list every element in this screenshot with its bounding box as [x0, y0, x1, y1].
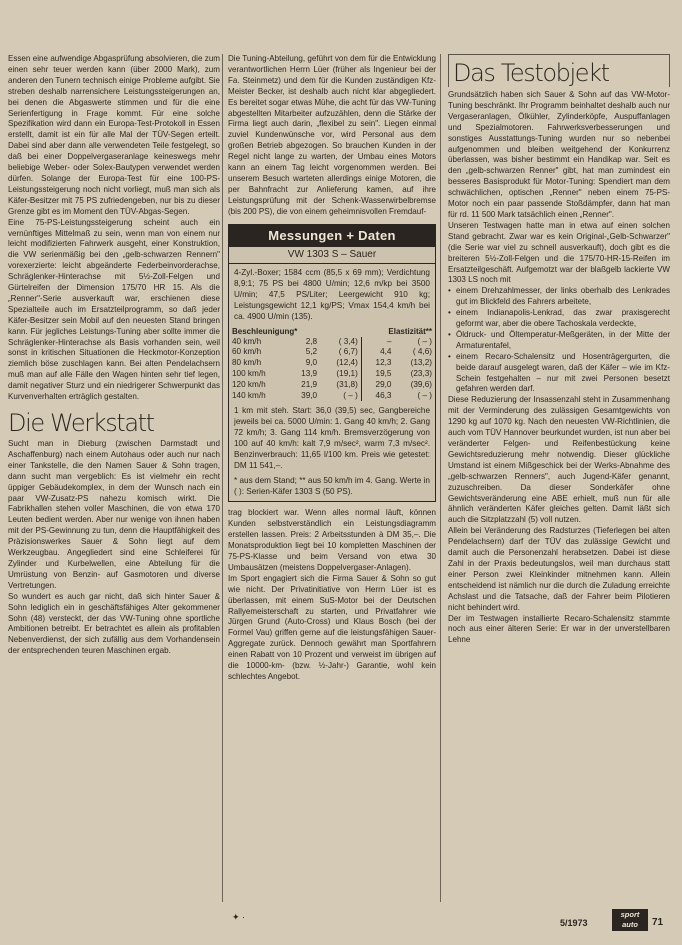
column-left: [8, 54, 220, 900]
row-elast: 19,5: [361, 369, 394, 380]
specs-footnote: * aus dem Stand; ** aus 50 km/h im 4. Gang. Werte in ( ): Serien-Käfer 1303 S (50 PS).: [234, 476, 430, 497]
bullet-icon: •: [448, 286, 451, 296]
section-heading-testobjekt: Das Testobjekt: [453, 59, 609, 87]
specs-engine-data: 4-Zyl.-Boxer; 1584 ccm (85,5 x 69 mm); Verdichtung 8,9:1; 75 PS bei 4800 U/min; 12,6 m/kp bei 3500 U/min; 47,5 PS/Liter; Leergewicht 910 kg; Leistungsgewicht 12,1 kg/PS; Vmax 154,4 km/h bei ca. 4900 U/min (135).: [234, 267, 430, 321]
column-right: [448, 54, 670, 900]
equipment-list: [448, 286, 670, 395]
row-elast: –: [361, 337, 394, 348]
elasticity-header: Elastizität**: [388, 326, 432, 336]
sport-auto-logo: sport auto: [612, 909, 648, 931]
section-heading-werkstatt: Die Werkstatt: [8, 409, 154, 437]
row-elast-serie: ( 4,6): [412, 347, 432, 357]
body-paragraph: Im Sport engagiert sich die Firma Sauer & Sohn so gut wie nicht. Der Privatinitiative von Herrn Lüer ist es überlassen, mit einem SuS-Motor bei der Deutschen Rallyemeisterschaft zu starten, und Privatfahrer wie Jürgen Grund (Auto-Cross) und Klaus Bosch (bei der Formel Vau) griffen gerne auf die leistungsfähigen Sauer-Aggregate zurück. Dennoch gewährt man Sportfahrern einen Rabatt von 10 Prozent und verweist im übrigen auf die 10000-km- (bzw. ½-Jahr-) Garantie, wohl kein schlechtes Angebot.: [228, 573, 436, 681]
table-row: [229, 380, 435, 391]
body-paragraph: Essen eine aufwendige Abgasprüfung absolvieren, die zum einen sehr teuer werden kann (über 2000 Mark), zum anderen den Tunern technisch einige Probleme aufgibt. Sie streben deshalb narrensichere Leistungssteigerungen an, bei denen die Abgaswerte stimmen und für die eine Serienfertigung in Frage kommt. Für eine solche Spezifikation wird dann ein Europa-Test-Protokoll in Essen erstellt, damit ist ein für alle Mal der TÜV-Segen erteilt. Dabei sind aber dann alle verwendeten Teile festgelegt, so daß bei einer Doppelvergaseranlage keineswegs mehr beliebige Weber- oder Solex-Bautypen verwendet werden dürfen. Solange der Europa-Test für eine 100-PS-Leistungssteigerung noch nicht vorliegt, muß man sich als Käfer-Besitzer mit 75 PS zufriedengeben, nur bis zu dieser Grenze gibt es im Moment den TÜV-Abgas-Segen.: [8, 54, 220, 216]
table-row: [229, 391, 435, 402]
body-paragraph: Die Tuning-Abteilung, geführt von dem für die Entwicklung verantwortlichen Herrn Lüer (früher als Ingenieur bei der Fa. Steinmetz) und dem für die Kunden zuständigen Kfz-Meister Becker, ist deshalb auch nicht klar abgegliedert. Es bereitet sogar etwas Mühe, die acht für das VW-Tuning abgestellten Mitarbeiter aufzuzählen, denn die Stärke der Firma liegt auch darin, „flexibel zu sein". Liegen einmal zuviel Kundenwünsche vor, wird Personal aus dem großen Betrieb abgezogen. So brauchen Kunden in der Regel nicht lange zu warten, der Umbau eines Motors kann an einem Tag leicht vorgenommen werden. Bei unserem Besuch warteten allerdings einige Motoren, die per Bahnfracht zur Anlieferung kamen, auf ihre Leistungsprüfung mit der Schenk-Wasserwirbelbremse (bis 200 PS), die von einem geheimnisvollen Fremdauf-: [228, 54, 436, 216]
column-middle: [228, 54, 436, 900]
row-accel: 5,2: [305, 347, 318, 357]
heading-frame: [448, 54, 670, 87]
row-accel-serie: (31,8): [336, 379, 358, 389]
row-elast: 4,4: [361, 347, 394, 358]
page-number: 71: [652, 917, 664, 928]
row-accel-serie: ( – ): [343, 390, 358, 400]
body-paragraph: Unseren Testwagen hatte man in etwa auf einen solchen Stand gebracht. Zwar war es kein Original-„Gelb-Schwarzer" (die Serie war viel zu schnell ausverkauft), doch gibt es die breiteren 5½-Zoll-Felgen und die 175/70-HR-15-Reifen im Ersatzteilgeschäft. Aufgemotzt war der blaßgelb lackierte VW 1303 LS noch mit: [448, 220, 670, 285]
row-speed: 100 km/h: [232, 368, 266, 378]
body-paragraph: Der im Testwagen installierte Recaro-Schalensitz stammte noch aus einer älteren Serie: Er war in der unverstellbaren Lehne: [448, 613, 670, 645]
list-item: • einem Drehzahlmesser, der links oberhalb des Lenkrades gut im Blickfeld des Fahrers arbeitete,: [448, 286, 670, 307]
row-elast-serie: ( – ): [417, 336, 432, 346]
row-elast-serie: (13,2): [410, 358, 432, 368]
column-divider: [222, 54, 223, 902]
row-speed: 80 km/h: [232, 358, 262, 368]
row-accel: 2,8: [305, 336, 318, 346]
row-elast: 29,0: [361, 380, 394, 391]
row-elast: 12,3: [361, 358, 394, 369]
table-row: [229, 347, 435, 358]
row-accel-serie: ( 3,4): [338, 336, 358, 346]
issue-number: 5/1973: [560, 918, 588, 928]
list-item: • einem Indianapolis-Lenkrad, das zwar praxisgerecht geformt war, aber die obere Tachoskala verdeckte,: [448, 308, 670, 329]
corner-mark: ✦ ·: [232, 912, 246, 922]
specs-box-title: Messungen + Daten: [229, 225, 435, 247]
body-paragraph: Diese Reduzierung der Insassenzahl steht in Zusammenhang mit der Verminderung des zulässigen Gesamtgewichts von 1290 kg auf 1070 kg. Nach den neuesten VW-Richtlinien, die auch vom TÜV Hannover beurkundet wurden, ist nun aber bei veränderter Felgen- und Reifenbestückung keine Gewichtsreduzierung mehr notwendig. Dieser glückliche Umstand ist einem Mißgeschick bei der Werks-Abnahme des „gelb-schwarzen Renners", auch Jugend-Käfer genannt, zuzuschreiben. Da dieser Sonderkäfer ohne Gewichtsveränderung eine ABE erhielt, muß nun für alle ähnlich veränderten Käfer gleiches gelten. Damit läßt sich auch die Sitzplatzzahl (5) voll nutzen.: [448, 395, 670, 525]
table-row: [229, 369, 435, 380]
row-accel: 13,9: [301, 368, 318, 378]
row-accel: 39,0: [301, 390, 318, 400]
specs-details: 1 km mit steh. Start: 36,0 (39,5) sec, Gangbereiche jeweils bei ca. 5000 U/min: 1. Gang 40 km/h; 2. Gang 72 km/h; 3. Gang 114 km/h. Bremsverzögerung von 100 auf 40 km/h: kalt 7,9 m/sec², warm 7,3 m/sec². Benzinverbrauch: 11,65 l/100 km. Preis wie getestet: DM 11 541,–.: [234, 406, 430, 471]
bullet-icon: •: [448, 351, 451, 361]
row-elast: 46,3: [361, 391, 394, 402]
row-accel-serie: (12,4): [336, 358, 358, 368]
row-elast-serie: ( – ): [417, 390, 432, 400]
row-speed: 60 km/h: [232, 347, 262, 357]
row-elast-serie: (39,6): [410, 379, 432, 389]
list-item: • einem Recaro-Schalensitz und Hosenträgergurten, die beide darauf ausgelegt waren, daß der Käfer – wie im Kfz-Schein festgehalten – nur mit zwei Personen besetzt gefahren werden darf.: [448, 351, 670, 394]
body-paragraph: Allein bei Veränderung des Radsturzes (Tieferlegen bei alten Pendelachsern) darf der TÜV das zulässige Gewicht und damit auch die Personenzahl herabsetzen. Dabei ist diese Zahl in der Praxis bedeutungslos, weil man durchaus statt einer Person zwei Kleinkinder mitnehmen kann. Allein entscheidend ist nämlich nur die durch die Zuladung erreichte Achslast und die Tatsache, daß der Fahrer beim Pilotieren nicht behindert wird.: [448, 526, 670, 612]
acceleration-header: Beschleunigung*: [232, 326, 298, 336]
body-paragraph: Sucht man in Dieburg (zwischen Darmstadt und Aschaffenburg) nach einem Autohaus oder auch nur nach einer Tankstelle, die den Namen Sauer & Sohn tragen, dann sucht man vergeblich: Es ist vielmehr ein recht üppiger Gebäudekomplex, in dem der Wunsch nach ein paar VW-Zusatz-PS nahezu komisch wirkt. Die Fabrikhallen stehen voller Maschinen, die von etwa 170 Leuten bedient werden. Aber nur wenige von ihnen haben mit der PS-Gewinnung zu tun, denn die Hauptfähigkeit des Präzisionswerkes Sauer & Sohn liegt auf dem Werkzeugbau. Angegliedert sind eine Schleiferei für Zylinder und Kurbelwellen, eine Abteilung für die Umrüstung von Benzin- auf Gasmotoren und diverse Vertretungen.: [8, 439, 220, 590]
column-divider: [440, 54, 441, 902]
row-speed: 40 km/h: [232, 336, 262, 346]
table-row: [229, 337, 435, 348]
body-paragraph: So wundert es auch gar nicht, daß sich hinter Sauer & Sohn lediglich ein in geschäftsfähiges Alter gekommener Sohn (48) versteckt, der das VW-Tuning ohne sportliche Ambitionen betreibt. Er betrachtet es allein als profitablen Nebenverdienst, der sich zufällig aus dem Vorhandensein der entsprechenden teuren Maschinen ergab.: [8, 591, 220, 656]
body-paragraph: trag blockiert war. Wenn alles normal läuft, können Kunden selbstverständlich ein Leistungsdiagramm erstellen lassen. Preis: 2 Arbeitsstunden à DM 35,–. Die Monatsproduktion liegt bei 10 kompletten Maschinen der 75-PS-Klasse und beim Versand von etwa 30 Umbausätzen (meistens Doppelvergaser-Anlagen).: [228, 508, 436, 572]
performance-table: [229, 326, 435, 402]
bullet-icon: •: [448, 308, 451, 318]
specs-box: [228, 224, 436, 503]
body-paragraph: Eine 75-PS-Leistungssteigerung scheint auch ein vernünftiges Mittelmaß zu sein, wenn man von einem nur leicht modifizierten Fahrwerk ausgeht, einer Konstruktion, die VW serienmäßig bei den „gelb-schwarzen Rennern" vorexerzierte: leicht abgeänderte Federbeinvorderachse, Schräglenker-Hinterachse mit 5½-Zoll-Felgen und Gürtelreifen der Dimension 175/70 HR 15. Als die „Renner"-Serie ausverkauft war, erschienen diese Spezialteile auch im Ersatzteilprogramm, so daß jeder Käfer-Besitzer sein Mobil auf den neuesten Stand bringen kann. Für jegliches Leistungs-Tuning aber sollte immer die Schräglenker-Hinterachse als Basis vorhanden sein, weil sonst in kritischen Situationen die Heckmotor-Konzeption ziemlich böse zuschlagen kann. Bei alten Pendelachsern muß man auf alle Fälle den Wagen hinten sehr tief legen, damit negativer Sturz und ein niedrigerer Schwerpunkt das Kurvenverhalten erträglich gestalten.: [8, 217, 220, 402]
table-row: [229, 358, 435, 369]
body-paragraph: Grundsätzlich haben sich Sauer & Sohn auf das VW-Motor-Tuning beschränkt. Ihr Programm beinhaltet deshalb auch nur Vergaseranlagen, Ölkühler, Zylinderköpfe, Auspuffanlagen und Spezialmotoren. Fahrwerksverbesserungen und sonstiges Ausstattungs-Tuning wurden nur so nebenbei aufgenommen und bleiben weitgehend der Konkurrenz überlassen, was bisher bestimmt ein Handikap war. Seit es den „gelb-schwarzen Renner" gibt, hat man zumindest ein besseres Basisprodukt für Motor-Tuning: Spendiert man dem schwächlichen, optischen „Renner" neben einem 75-PS-Motor noch ein paar passende Stoßdämpfer, dann hat man für rd. 11 500 Mark tatsächlich einen „Renner".: [448, 90, 670, 219]
row-speed: 140 km/h: [232, 390, 266, 400]
row-accel: 9,0: [305, 358, 318, 368]
list-item: • Öldruck- und Öltemperatur-Meßgeräten, in der Mitte der Armaturentafel,: [448, 329, 670, 350]
bullet-icon: •: [448, 329, 451, 339]
row-accel: 21,9: [301, 379, 318, 389]
specs-box-subtitle: VW 1303 S – Sauer: [229, 247, 435, 264]
row-elast-serie: (23,3): [410, 368, 432, 378]
row-accel-serie: (19,1): [336, 368, 358, 378]
row-speed: 120 km/h: [232, 379, 266, 389]
row-accel-serie: ( 6,7): [338, 347, 358, 357]
